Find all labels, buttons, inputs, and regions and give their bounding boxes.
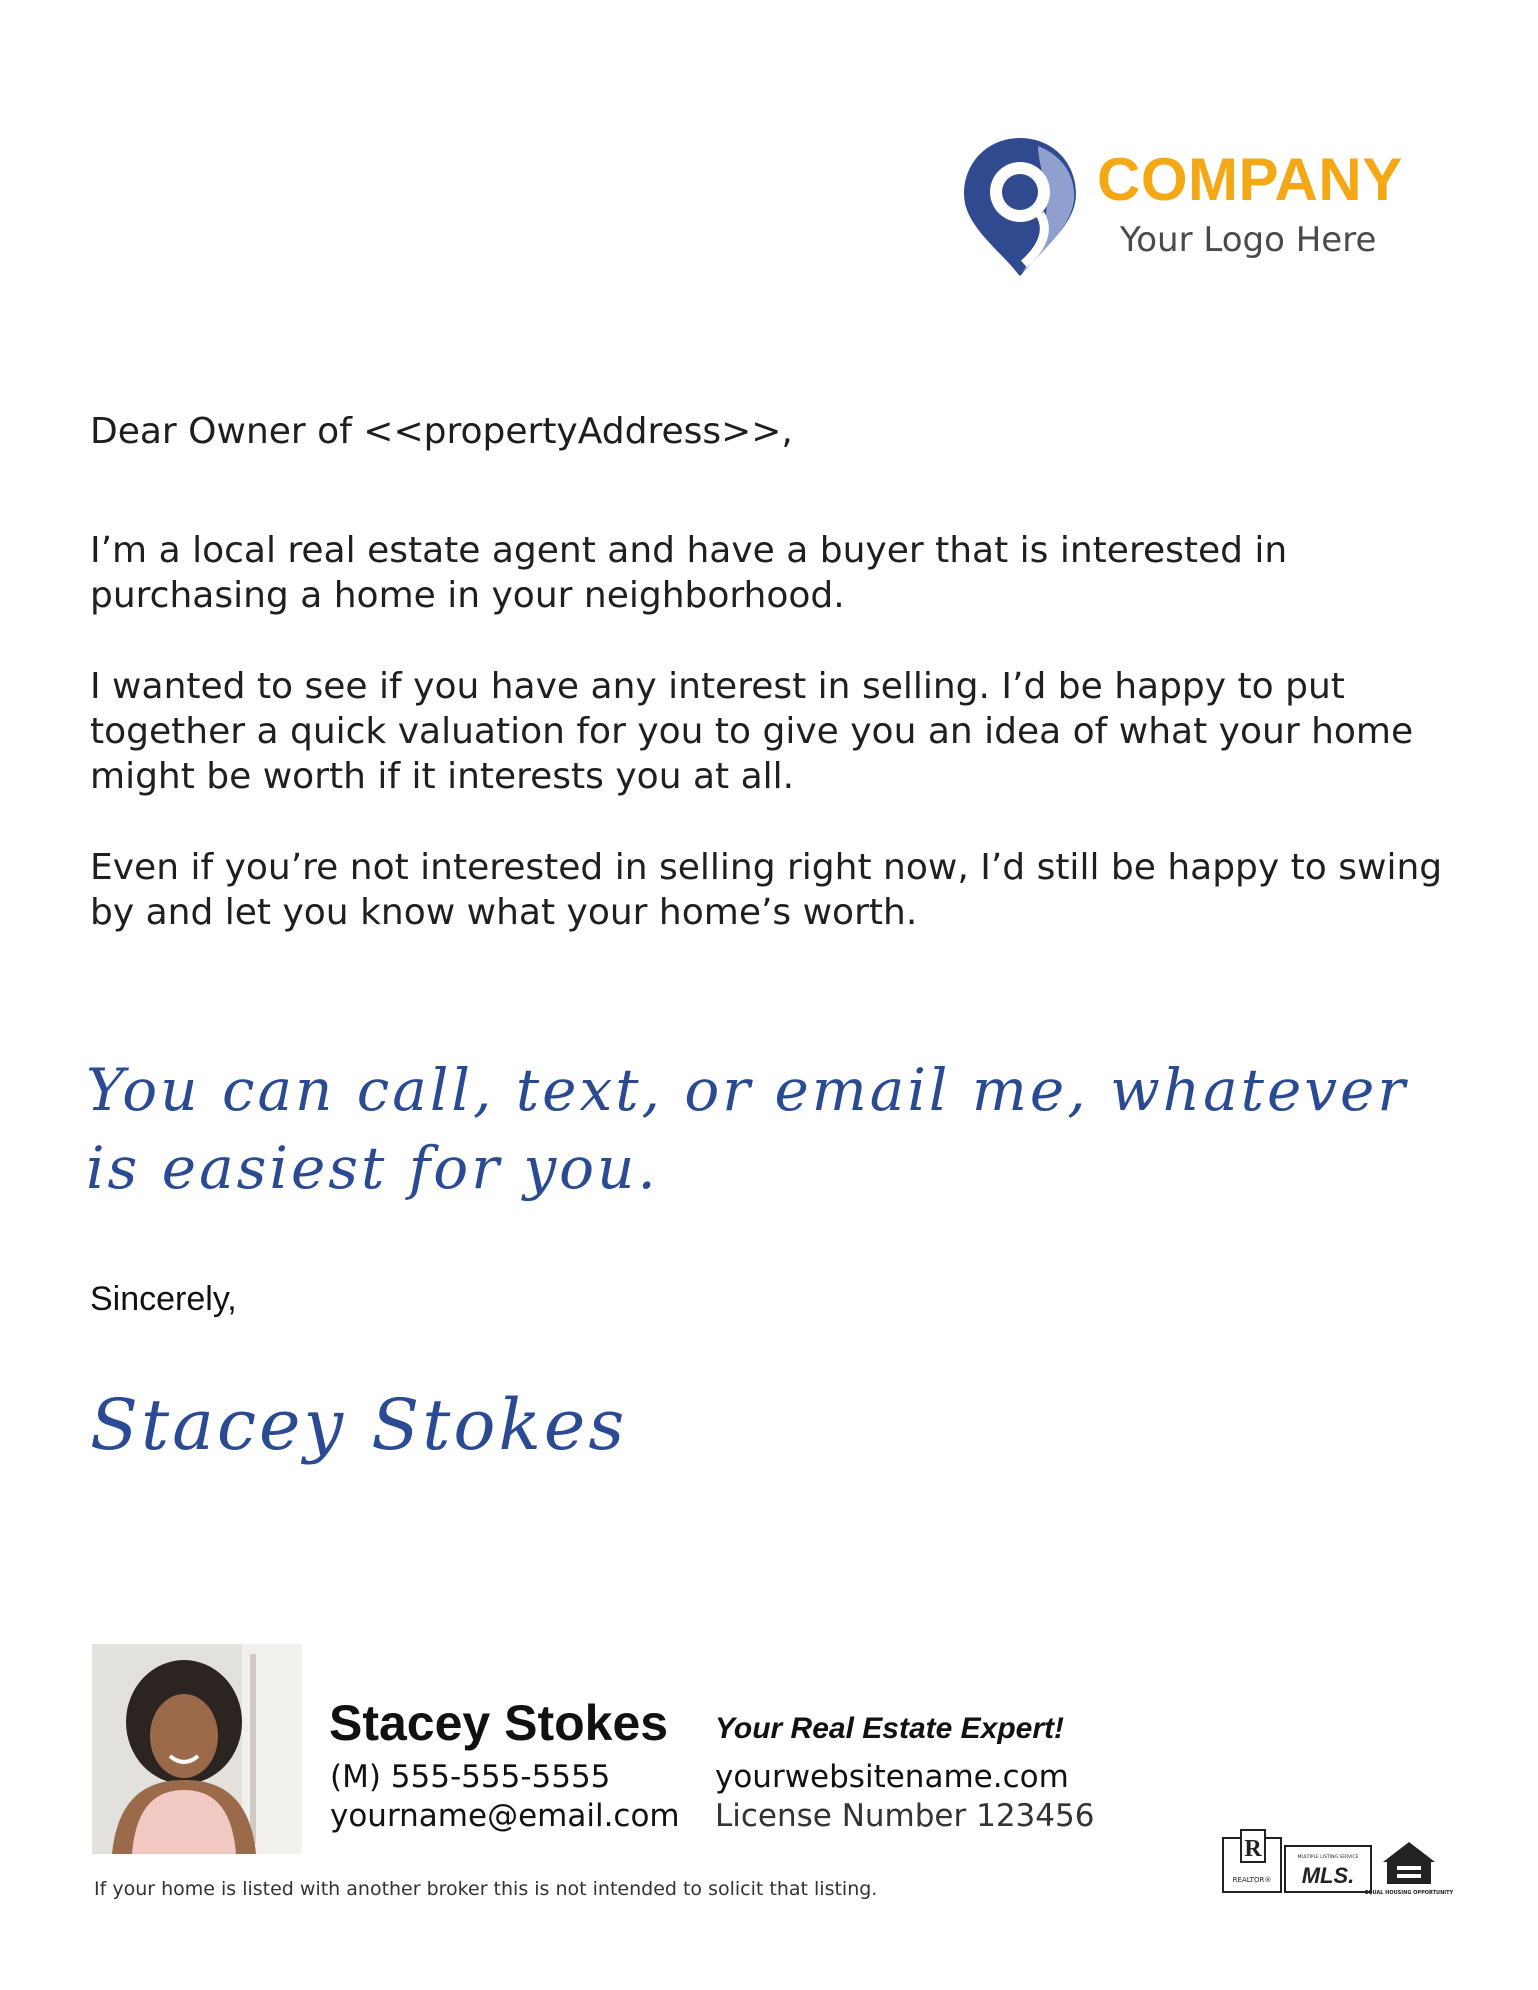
logo-tagline: Your Logo Here (1120, 220, 1377, 260)
agent-email: yourname@email.com (330, 1798, 680, 1834)
paragraph-2: I wanted to see if you have any interest in selling. I’d be happy to put together a quick valuation for you to give you an idea of what your home might be worth if it interests you at all. (90, 666, 1414, 797)
disclaimer: If your home is listed with another broker this is not intended to solicit that listing. (94, 1878, 878, 1900)
agent-photo (92, 1644, 302, 1854)
closing: Sincerely, (90, 1280, 237, 1318)
agent-name: Stacey Stokes (329, 1695, 669, 1751)
equal-housing-icon (1365, 1842, 1454, 1896)
signature: Stacey Stokes (90, 1384, 628, 1466)
svg-text:R: R (1244, 1836, 1262, 1862)
svg-text:EQUAL HOUSING OPPORTUNITY: EQUAL HOUSING OPPORTUNITY (1364, 1890, 1454, 1896)
paragraph-1: I’m a local real estate agent and have a buyer that is interested in purchasing a home in your neighborhood. (90, 530, 1288, 616)
agent-tagline: Your Real Estate Expert! (715, 1712, 1064, 1745)
svg-text:MULTIPLE LISTING SERVICE: MULTIPLE LISTING SERVICE (1297, 1855, 1359, 1860)
agent-portrait-illustration (92, 1644, 302, 1854)
mls-logo-icon (1285, 1846, 1371, 1892)
handwritten-note-line-2: is easiest for you. (86, 1134, 659, 1202)
salutation: Dear Owner of <<propertyAddress>>, (90, 411, 793, 452)
compliance-badges (1221, 1828, 1454, 1902)
handwritten-note-line-1: You can call, text, or email me, whatever (86, 1056, 1409, 1124)
realtor-logo-icon (1223, 1830, 1281, 1892)
svg-text:MLS.: MLS. (1301, 1863, 1355, 1888)
paragraph-3: Even if you’re not interested in selling right now, I’d still be happy to swing by and let you know what your home’s worth. (90, 847, 1443, 933)
agent-phone: (M) 555-555-5555 (330, 1759, 611, 1795)
map-pin-logo-icon (958, 134, 1082, 280)
logo-company-name: COMPANY (1097, 146, 1403, 213)
agent-website: yourwebsitename.com (715, 1759, 1069, 1795)
svg-text:REALTOR®: REALTOR® (1232, 1876, 1272, 1884)
agent-license: License Number 123456 (715, 1798, 1095, 1834)
